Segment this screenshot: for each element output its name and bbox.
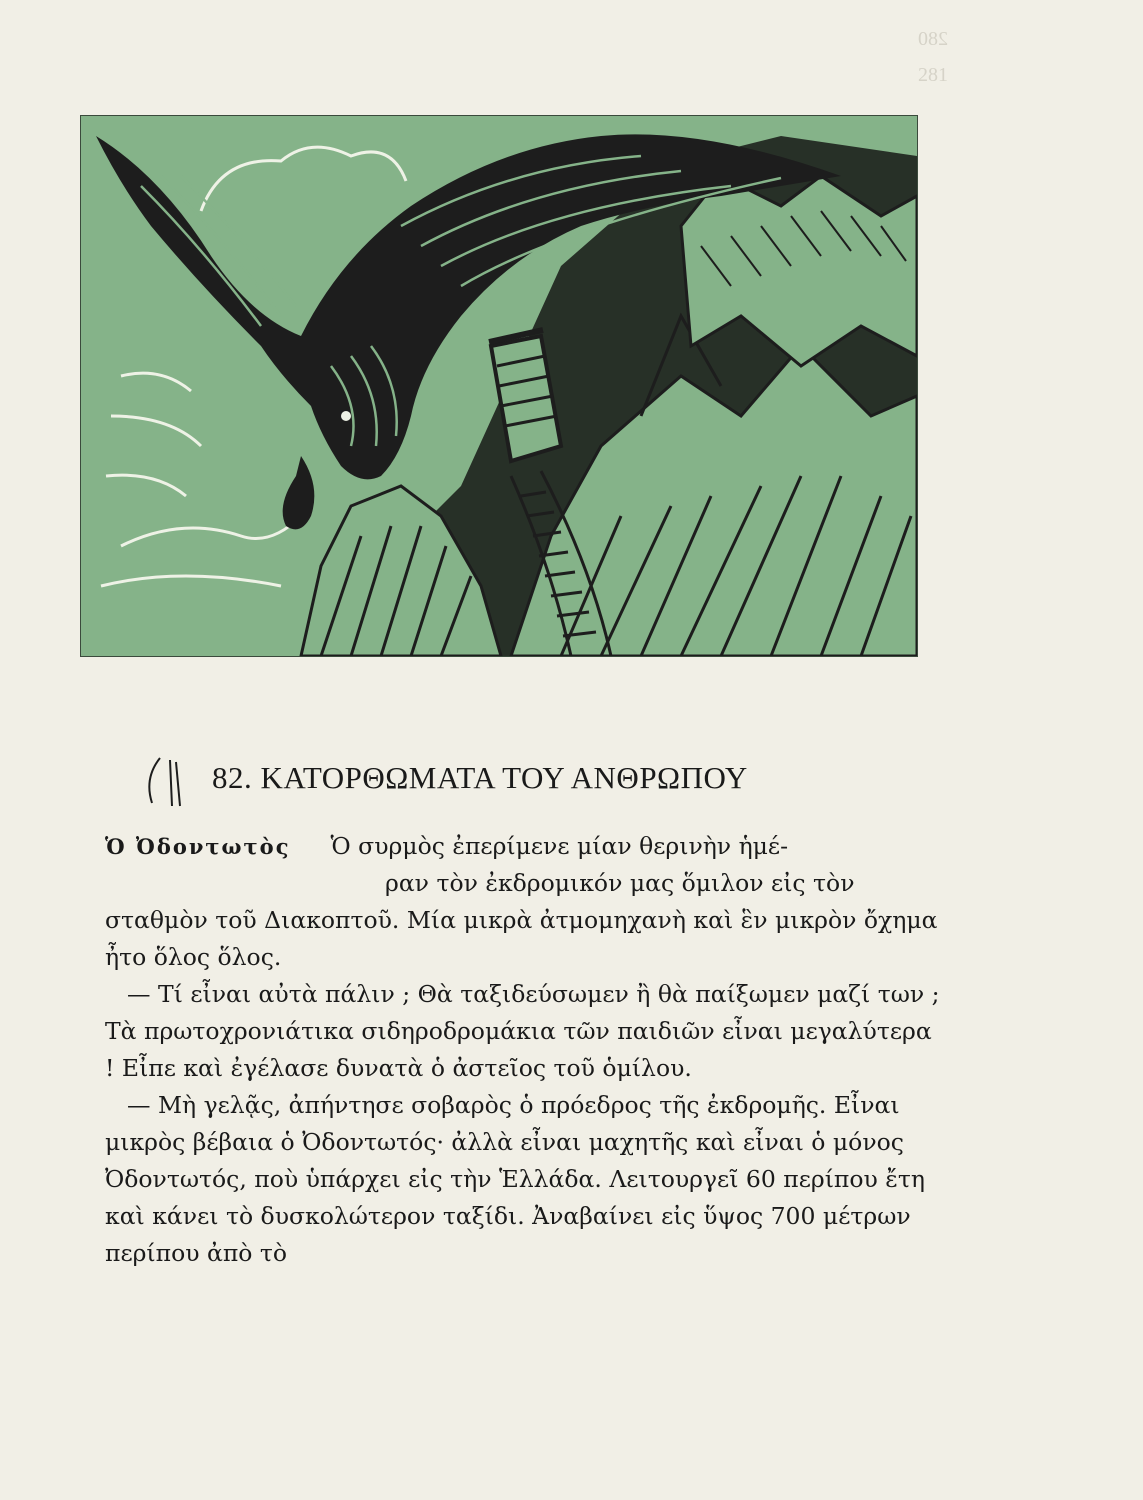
body-text: [105, 828, 940, 1272]
eagle-icon: [81, 116, 917, 656]
side-heading: Ὁ Ὀδοντωτὸς: [105, 834, 291, 859]
first-line: [105, 828, 940, 865]
illustration-eagle-over-railway: [80, 115, 918, 657]
bleed-page-number-front: 281: [918, 64, 948, 86]
paragraph-2: — Τί εἶναι αὐτὰ πάλιν ; Θὰ ταξιδεύσωμεν ἢ θὰ παίξωμεν μαζί των ; Τὰ πρωτοχρονιάτικα σιδηροδρομάκια τῶν παιδιῶν εἶναι μεγαλύτερα ! Εἶπε καὶ ἐγέλασε δυνατὰ ὁ ἀστεῖος τοῦ ὁμίλου.: [105, 980, 940, 1082]
paragraph-1-rest: σταθμὸν τοῦ Διακοπτοῦ. Μία μικρὰ ἀτμομηχανὴ καὶ ἓν μικρὸν ὄχημα ἦτο ὅλος ὅλος.: [105, 906, 938, 971]
bleed-page-number-back: 280: [918, 28, 948, 50]
body-line-2: ραν τὸν ἐκδρομικόν μας ὅμιλον εἰς τὸν: [385, 869, 855, 897]
paragraph-3: — Μὴ γελᾷς, ἀπήντησε σοβαρὸς ὁ πρόεδρος τῆς ἐκδρομῆς. Εἶναι μικρὸς βέβαια ὁ Ὀδοντωτός· ἀλλὰ εἶναι μαχητῆς καὶ εἶναι ὁ μόνος Ὀδοντωτός, ποὺ ὑπάρχει εἰς τὴν Ἑλλάδα. Λειτουργεῖ 60 περίπου ἔτη καὶ κάνει τὸ δυσκολώτερον ταξίδι. Ἀναβαίνει εἰς ὕψος 700 μέτρων περίπου ἀπὸ τὸ: [105, 1091, 925, 1267]
chapter-title: 82. ΚΑΤΟΡΘΩΜΑΤΑ ΤΟΥ ΑΝΘΡΩΠΟΥ: [212, 760, 748, 795]
body-line-1: Ὁ συρμὸς ἐπερίμενε μίαν θερινὴν ἡμέ-: [330, 832, 789, 860]
handwritten-mark: [140, 748, 200, 808]
